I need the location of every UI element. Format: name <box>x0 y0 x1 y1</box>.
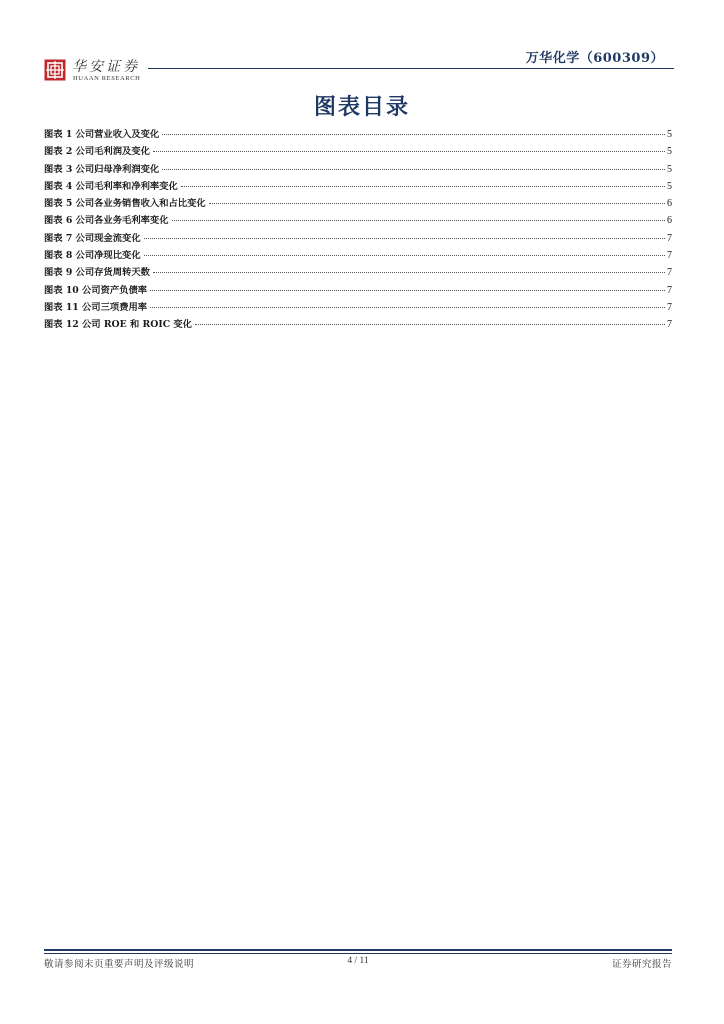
toc-entry-page[interactable]: 7 <box>667 301 672 313</box>
toc-entry-label[interactable]: 图表 3 公司归母净利润变化 <box>44 163 160 175</box>
toc-entry-page[interactable]: 7 <box>667 319 672 331</box>
logo-subtitle: HUAAN RESEARCH <box>73 75 141 82</box>
toc-entry[interactable] <box>44 299 672 316</box>
toc-entry-label[interactable]: 图表 10 公司资产负债率 <box>44 284 148 296</box>
toc-entry-label[interactable]: 图表 8 公司净现比变化 <box>44 250 141 262</box>
toc-entry-label[interactable]: 图表 5 公司各业务销售收入和占比变化 <box>44 198 206 210</box>
toc-entry-page[interactable]: 7 <box>667 250 672 262</box>
toc-entry-page[interactable]: 7 <box>667 232 672 244</box>
toc-entry[interactable] <box>44 126 672 143</box>
toc-leader-dots <box>162 134 665 135</box>
toc-entry-page[interactable]: 7 <box>667 267 672 279</box>
toc-leader-dots <box>172 220 665 221</box>
toc-leader-dots <box>144 255 665 256</box>
footer-disclaimer: 敬请参阅末页重要声明及评级说明 <box>44 959 195 970</box>
toc-entry-page[interactable]: 6 <box>667 215 672 227</box>
page-number: 4 / 11 <box>347 956 369 966</box>
toc-entry[interactable] <box>44 195 672 212</box>
toc-entry[interactable] <box>44 143 672 160</box>
toc-entry[interactable] <box>44 282 672 299</box>
toc-leader-dots <box>209 203 665 204</box>
footer-divider <box>44 949 672 951</box>
toc-entry-label[interactable]: 图表 11 公司三项费用率 <box>44 301 148 313</box>
toc-leader-dots <box>144 238 665 239</box>
toc-entry-page[interactable]: 5 <box>667 163 672 175</box>
toc-leader-dots <box>195 324 665 325</box>
toc-leader-dots <box>181 186 665 187</box>
toc-entry[interactable] <box>44 212 672 229</box>
report-title: 万华化学（600309） <box>525 51 664 66</box>
huaan-logo-icon <box>44 59 66 81</box>
toc-entry-label[interactable]: 图表 2 公司毛利润及变化 <box>44 146 150 158</box>
toc-leader-dots <box>153 272 665 273</box>
toc-entry-page[interactable]: 6 <box>667 198 672 210</box>
toc-leader-dots <box>162 169 665 170</box>
toc-entry-page[interactable]: 7 <box>667 284 672 296</box>
footer-divider-thin <box>44 953 672 954</box>
toc-entry-label[interactable]: 图表 7 公司现金流变化 <box>44 232 141 244</box>
toc-entry-label[interactable]: 图表 6 公司各业务毛利率变化 <box>44 215 169 227</box>
toc-entry[interactable] <box>44 230 672 247</box>
logo-text: 华安证券 <box>72 59 140 75</box>
document-type: 证券研究报告 <box>611 959 672 970</box>
header-divider <box>148 68 674 69</box>
toc-entry[interactable] <box>44 178 672 195</box>
toc-entry[interactable] <box>44 316 672 333</box>
page-header <box>44 44 672 84</box>
toc-leader-dots <box>153 151 665 152</box>
toc-entry-page[interactable]: 5 <box>667 180 672 192</box>
toc-entry-label[interactable]: 图表 1 公司营业收入及变化 <box>44 129 160 140</box>
toc-entry-label[interactable]: 图表 4 公司毛利率和净利率变化 <box>44 180 178 192</box>
toc-entry[interactable] <box>44 247 672 264</box>
toc-entry-page[interactable]: 5 <box>667 129 672 140</box>
toc-list <box>44 126 672 334</box>
page-footer <box>44 956 672 972</box>
toc-entry-label[interactable]: 图表 9 公司存货周转天数 <box>44 267 150 279</box>
toc-leader-dots <box>150 307 665 308</box>
toc-entry-page[interactable]: 5 <box>667 146 672 158</box>
toc-leader-dots <box>150 290 665 291</box>
toc-entry-label[interactable]: 图表 12 公司 ROE 和 ROIC 变化 <box>44 319 192 331</box>
toc-title: 图表目录 <box>313 94 410 120</box>
toc-entry[interactable] <box>44 161 672 178</box>
toc-entry[interactable] <box>44 264 672 281</box>
